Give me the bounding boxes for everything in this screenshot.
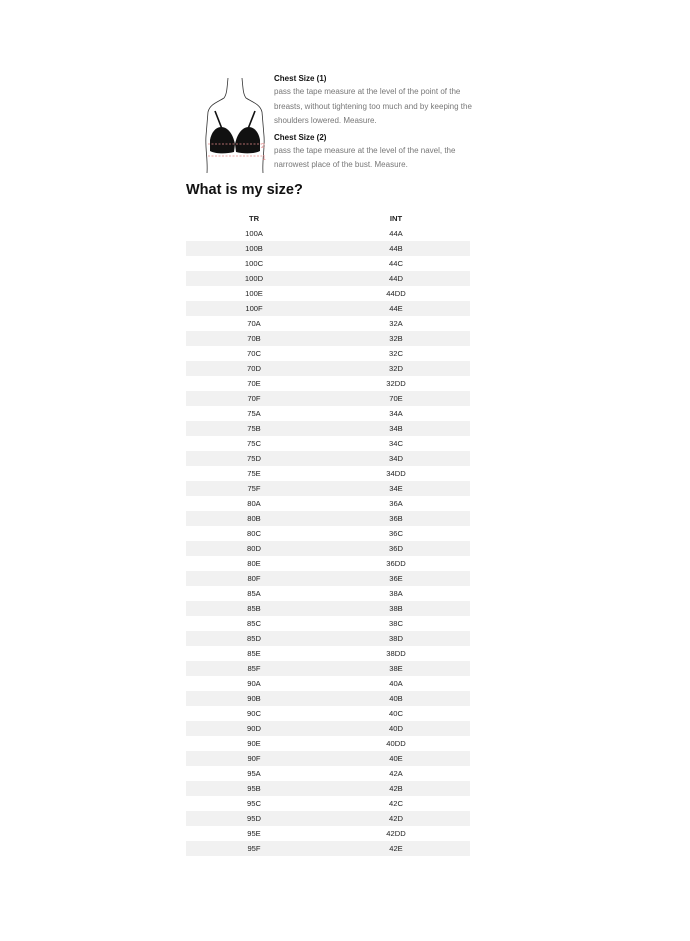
table-row [186,721,470,736]
tr-size-cell: 70F [186,391,322,406]
int-size-cell: 42E [322,841,470,856]
tr-size-cell: 75D [186,451,322,466]
size-table-title: What is my size? [186,182,303,198]
tr-size-cell: 70E [247,379,261,388]
int-size-cell: 34C [389,439,403,448]
table-row [186,511,470,526]
table-row [186,436,470,451]
table-row [186,391,470,406]
chest-size-2-heading: Chest Size (2) [274,132,327,142]
table-row [186,631,470,646]
size-conversion-table [186,211,470,856]
int-size-cell: 38C [389,619,403,628]
tr-size-cell: 80C [247,529,261,538]
table-row [186,526,470,541]
tr-size-cell: 95A [247,769,261,778]
tr-size-cell: 100F [186,301,322,316]
tr-size-cell: 100E [245,289,263,298]
tr-size-cell: 95F [186,841,322,856]
tr-size-cell: 95C [247,799,261,808]
int-size-cell: 38A [389,589,403,598]
column-header-tr: TR [248,214,260,223]
tr-size-cell: 90E [247,739,261,748]
tr-size-cell: 75C [247,439,261,448]
tr-size-cell: 85F [186,661,322,676]
table-row [186,421,470,436]
tr-size-cell: 80A [247,499,261,508]
tr-size-cell: 85D [186,631,322,646]
table-row [186,691,470,706]
table-row [186,556,470,571]
int-size-cell: 34A [389,409,403,418]
table-row [186,286,470,301]
int-size-cell: 42C [389,799,403,808]
int-size-cell: 32D [322,361,470,376]
tr-size-cell: 90C [247,709,261,718]
int-size-cell: 40A [389,679,403,688]
int-size-cell: 32C [389,349,403,358]
int-size-cell: 42DD [386,829,406,838]
tr-size-cell: 75F [186,481,322,496]
int-size-cell: 40C [389,709,403,718]
tr-size-cell: 80D [186,541,322,556]
chest-size-1-heading: Chest Size (1) [274,74,327,83]
measurement-guide [200,70,490,175]
int-size-cell: 38D [322,631,470,646]
chest-size-1-description: pass the tape measure at the level of the point of the breasts, without tightening too much and by keeping the shoulders lowered. Measure. [274,87,472,125]
tr-size-cell: 80B [186,511,322,526]
int-size-cell: 70E [322,391,470,406]
table-row [186,706,470,721]
table-row [186,601,470,616]
tr-size-cell: 75B [186,421,322,436]
table-row [186,751,470,766]
table-row [186,676,470,691]
tr-size-cell: 85C [247,619,261,628]
tr-size-cell: 95B [186,781,322,796]
int-size-cell: 40D [322,721,470,736]
tr-size-cell: 95E [247,829,261,838]
int-size-cell: 42B [322,781,470,796]
table-row [186,496,470,511]
int-size-cell: 36E [322,571,470,586]
tr-size-cell: 70D [186,361,322,376]
table-row [186,451,470,466]
tr-size-cell: 75A [247,409,261,418]
table-row [186,586,470,601]
table-row [186,661,470,676]
int-size-cell: 34DD [386,469,406,478]
table-row [186,646,470,661]
table-row [186,241,470,256]
int-size-cell: 36D [322,541,470,556]
table-row [186,331,470,346]
int-size-cell: 44B [322,241,470,256]
int-size-cell: 36B [322,511,470,526]
chest-size-2-description: pass the tape measure at the level of the navel, the narrowest place of the bust. Measure. [274,145,456,169]
int-size-cell: 32A [389,319,403,328]
tr-size-cell: 70A [247,319,261,328]
table-row [186,736,470,751]
tr-size-cell: 75E [247,469,261,478]
int-size-cell: 38E [322,661,470,676]
tr-size-cell: 100D [186,271,322,286]
tr-size-cell: 100B [186,241,322,256]
figure-label-1: 1 [262,155,266,162]
tr-size-cell: 85E [247,649,261,658]
table-row [186,481,470,496]
table-row [186,316,470,331]
table-row [186,271,470,286]
int-size-cell: 44E [322,301,470,316]
table-row [186,361,470,376]
table-row [186,796,470,811]
tr-size-cell: 90B [186,691,322,706]
tr-size-cell: 100C [244,259,264,268]
int-size-cell: 42A [389,769,403,778]
tr-size-cell: 90A [247,679,261,688]
table-row [186,766,470,781]
table-body [186,226,470,856]
int-size-cell: 40DD [386,739,406,748]
int-size-cell: 38DD [386,649,406,658]
table-row [186,541,470,556]
table-row [186,616,470,631]
table-header-row [186,211,470,226]
table-row [186,301,470,316]
table-row [186,571,470,586]
table-row [186,781,470,796]
int-size-cell: 32B [322,331,470,346]
int-size-cell: 44DD [386,289,406,298]
tr-size-cell: 100A [245,229,263,238]
int-size-cell: 36DD [386,559,406,568]
table-row [186,346,470,361]
int-size-cell: 34E [322,481,470,496]
int-size-cell: 42D [322,811,470,826]
table-row [186,226,470,241]
int-size-cell: 38B [322,601,470,616]
int-size-cell: 34D [322,451,470,466]
table-row [186,811,470,826]
tr-size-cell: 90D [186,721,322,736]
guide-text [274,73,479,173]
int-size-cell: 34B [322,421,470,436]
figure-label-2: 2 [261,143,265,150]
tr-size-cell: 95D [186,811,322,826]
tr-size-cell: 80E [247,559,261,568]
tr-size-cell: 85A [247,589,261,598]
tr-size-cell: 85B [186,601,322,616]
int-size-cell: 32DD [386,379,406,388]
torso-figure-icon [200,78,275,173]
int-size-cell: 40E [322,751,470,766]
tr-size-cell: 70B [186,331,322,346]
int-size-cell: 36C [389,529,403,538]
tr-size-cell: 80F [186,571,322,586]
int-size-cell: 36A [389,499,403,508]
column-header-int: INT [389,214,403,223]
tr-size-cell: 70C [247,349,261,358]
int-size-cell: 44A [389,229,403,238]
table-row [186,466,470,481]
table-row [186,826,470,841]
int-size-cell: 40B [322,691,470,706]
int-size-cell: 44C [389,259,403,268]
table-row [186,406,470,421]
table-row [186,376,470,391]
int-size-cell: 44D [322,271,470,286]
table-row [186,256,470,271]
table-row [186,841,470,856]
tr-size-cell: 90F [186,751,322,766]
